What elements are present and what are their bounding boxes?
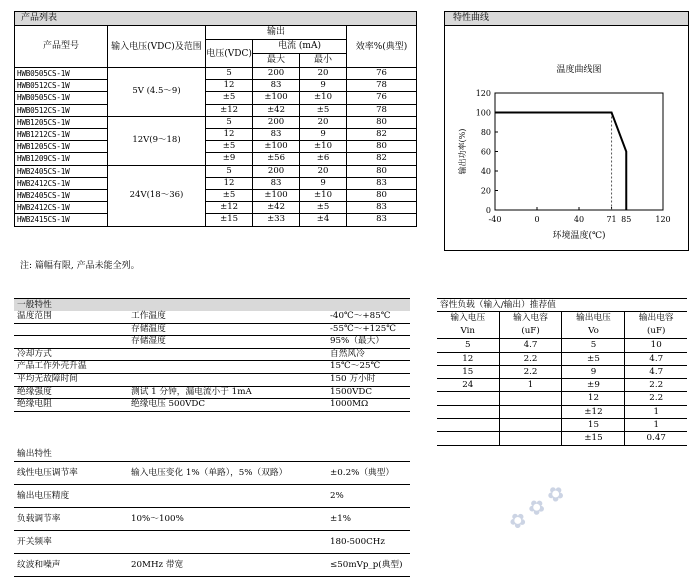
rec-row (437, 379, 687, 392)
rec-header-line2: (uF) (521, 326, 540, 337)
rec-cell: 0.47 (625, 432, 687, 445)
current-min-cell: 20 (300, 165, 347, 177)
efficiency-cell: 82 (347, 153, 417, 165)
efficiency-cell: 80 (347, 116, 417, 128)
model-cell: HWB0512CS-1W (15, 104, 108, 116)
efficiency-cell: 80 (347, 190, 417, 202)
x-axis-label: 环境温度(℃) (552, 231, 606, 241)
model-cell: HWB1205CS-1W (15, 116, 108, 128)
input-range-cell: 5V (4.5～9) (107, 68, 205, 117)
general-c0-cell: 绝缘电阻 (17, 399, 52, 410)
table-row (15, 104, 417, 116)
output-c1-cell: 20MHz 带宽 (131, 560, 184, 570)
output-c2-cell: ≤50mVp_p(典型) (330, 560, 403, 570)
general-row (14, 336, 410, 349)
general-c2-cell: 15℃～25℃ (330, 361, 381, 372)
general-c0-cell: 绝缘强度 (17, 386, 52, 397)
table-row (15, 165, 417, 177)
table-row (15, 68, 417, 80)
output-row (14, 462, 410, 485)
current-min-cell: ±10 (300, 141, 347, 153)
rec-cell (437, 419, 499, 432)
output-specs (14, 447, 410, 577)
current-min-cell: ±6 (300, 153, 347, 165)
general-c2-cell: 自然风冷 (330, 348, 365, 359)
current-max-cell: ±100 (253, 190, 300, 202)
rec-row (437, 352, 687, 365)
rec-cell: ±12 (562, 405, 625, 418)
rec-cell: 4.7 (625, 365, 687, 378)
current-min-cell: ±10 (300, 92, 347, 104)
current-min-cell: ±10 (300, 190, 347, 202)
input-range-cell: 24V(18～36) (107, 165, 205, 226)
x-tick-label: 71 (606, 215, 617, 224)
output-c0-cell: 开关频率 (17, 537, 52, 547)
rec-row (437, 339, 687, 352)
model-cell: HWB2405CS-1W (15, 190, 108, 202)
voltage-cell: ±12 (206, 104, 253, 116)
rec-cell: 15 (562, 419, 625, 432)
voltage-cell: ±15 (206, 214, 253, 226)
efficiency-cell: 80 (347, 165, 417, 177)
output-c0-cell: 输出电压精度 (17, 491, 70, 501)
general-c1-cell: 测试 1 分钟，漏电流小于 1mA (131, 386, 252, 397)
voltage-cell: ±5 (206, 92, 253, 104)
rec-row (437, 405, 687, 418)
derating-curve (495, 113, 626, 211)
model-cell: HWB1212CS-1W (15, 129, 108, 141)
rec-header-line2: Vo (588, 326, 599, 337)
rec-cell: 4.7 (625, 352, 687, 365)
y-axis-label: 输出功率(%) (458, 128, 467, 175)
rec-header-cell (625, 312, 687, 339)
col-voltage-header: 电压(VDC) (206, 40, 253, 68)
rec-caption-row (437, 299, 687, 312)
table-row (15, 153, 417, 165)
col-min-header: 最小 (300, 54, 347, 68)
y-tick-label: 80 (480, 128, 491, 137)
general-c1-cell: 存储湿度 (131, 336, 166, 347)
rec-cell: 24 (437, 379, 499, 392)
current-max-cell: ±100 (253, 141, 300, 153)
general-c2-cell: 150 万小时 (330, 373, 376, 384)
y-tick-label: 60 (480, 147, 491, 157)
y-tick-label: 40 (480, 167, 491, 176)
table-row (15, 116, 417, 128)
rec-header-line1: 输入电容 (513, 313, 548, 324)
efficiency-cell: 78 (347, 80, 417, 92)
output-row (14, 531, 410, 554)
plot-frame (495, 93, 663, 210)
model-cell: HWB0505CS-1W (15, 68, 108, 80)
x-tick-label: 120 (655, 215, 671, 224)
general-row (14, 374, 410, 387)
rec-cell: 1 (499, 379, 562, 392)
current-min-cell: 9 (300, 80, 347, 92)
general-c2-cell: 95%（最大） (330, 336, 385, 347)
output-row (14, 554, 410, 577)
current-max-cell: 200 (253, 165, 300, 177)
output-c2-cell: 2% (330, 491, 344, 501)
general-c1-cell: 绝缘电压 500VDC (131, 399, 205, 410)
rec-cell: ±5 (562, 352, 625, 365)
rec-cell: 5 (437, 339, 499, 352)
current-max-cell: ±56 (253, 153, 300, 165)
rec-cell (437, 432, 499, 445)
output-c1-cell: 输入电压变化 1%（单路），5%（双路） (131, 468, 288, 478)
rec-cell (437, 405, 499, 418)
y-tick-label: 20 (480, 186, 491, 196)
rec-row (437, 419, 687, 432)
header-row-1 (15, 26, 417, 40)
model-cell: HWB2412CS-1W (15, 177, 108, 189)
temperature-derating-chart (445, 26, 688, 250)
output-caption: 输出特性 (17, 449, 52, 459)
col-output-header: 输出 (206, 26, 347, 40)
y-tick-label: 100 (475, 108, 491, 118)
general-row (14, 324, 410, 337)
current-min-cell: 9 (300, 177, 347, 189)
input-range-cell: 12V(9～18) (107, 116, 205, 165)
general-c1-cell: 存储温度 (131, 323, 166, 334)
output-c2-cell: ±0.2%（典型） (330, 468, 395, 478)
output-row (14, 485, 410, 508)
general-c0-cell: 冷却方式 (17, 348, 52, 359)
rec-cell (437, 392, 499, 405)
curve-caption: 特性曲线 (445, 12, 688, 26)
current-max-cell: 83 (253, 177, 300, 189)
current-min-cell: ±4 (300, 214, 347, 226)
rec-cell (499, 405, 562, 418)
x-tick-label: 85 (621, 215, 632, 224)
rec-header-line2: (uF) (647, 326, 666, 337)
rec-header-cell (562, 312, 625, 339)
model-cell: HWB1209CS-1W (15, 153, 108, 165)
output-c2-cell: 180-500CHz (330, 537, 385, 547)
table-row (15, 202, 417, 214)
general-c1-cell: 工作温度 (131, 311, 166, 321)
model-cell: HWB2412CS-1W (15, 202, 108, 214)
voltage-cell: ±5 (206, 141, 253, 153)
model-cell: HWB0505CS-1W (15, 92, 108, 104)
rec-header-line1: 输入电压 (450, 313, 486, 324)
general-c0-cell: 产品工作外壳升温 (17, 361, 87, 372)
model-cell: HWB2415CS-1W (15, 214, 108, 226)
current-max-cell: 200 (253, 68, 300, 80)
rec-header-cell (499, 312, 562, 339)
product-table (14, 11, 417, 227)
rec-cell: 12 (562, 392, 625, 405)
voltage-cell: 12 (206, 177, 253, 189)
current-min-cell: ±5 (300, 202, 347, 214)
rec-header-line2: Vin (460, 326, 476, 337)
rec-cell (499, 432, 562, 445)
rec-cell: 2.2 (625, 392, 687, 405)
current-max-cell: 200 (253, 116, 300, 128)
rec-header-cell (437, 312, 499, 339)
general-c2-cell: -55℃～+125℃ (330, 323, 396, 334)
voltage-cell: 12 (206, 80, 253, 92)
rec-cell: 5 (562, 339, 625, 352)
rec-row (437, 392, 687, 405)
voltage-cell: ±9 (206, 153, 253, 165)
current-max-cell: ±33 (253, 214, 300, 226)
current-max-cell: ±100 (253, 92, 300, 104)
current-max-cell: ±42 (253, 202, 300, 214)
general-c0-cell: 温度范围 (17, 311, 52, 321)
output-c0-cell: 线性电压调节率 (17, 468, 78, 478)
rec-cell: 4.7 (499, 339, 562, 352)
chart-title: 温度曲线图 (556, 65, 602, 75)
table-row (15, 214, 417, 226)
current-min-cell: 20 (300, 116, 347, 128)
col-eff-header: 效率%(典型) (347, 26, 417, 68)
table-row (15, 92, 417, 104)
col-model-header: 产品型号 (15, 26, 108, 68)
efficiency-cell: 82 (347, 129, 417, 141)
voltage-cell: ±5 (206, 190, 253, 202)
output-c0-cell: 纹波和噪声 (17, 560, 61, 570)
output-c1-cell: 10%～100% (131, 514, 184, 524)
current-min-cell: 9 (300, 129, 347, 141)
general-caption: 一般特性 (14, 298, 410, 311)
efficiency-cell: 83 (347, 177, 417, 189)
current-max-cell: 83 (253, 80, 300, 92)
model-cell: HWB1205CS-1W (15, 141, 108, 153)
voltage-cell: 5 (206, 116, 253, 128)
efficiency-cell: 83 (347, 202, 417, 214)
rec-header-line1: 输出电压 (576, 313, 611, 324)
rec-row (437, 365, 687, 378)
general-row (14, 349, 410, 362)
voltage-cell: ±12 (206, 202, 253, 214)
rec-cell: ±15 (562, 432, 625, 445)
general-c0-cell: 平均无故障时间 (17, 373, 78, 384)
rec-caption: 容性负载（输入/输出）推荐值 (437, 299, 687, 312)
rec-cell: 1 (625, 419, 687, 432)
rec-row (437, 432, 687, 445)
general-c2-cell: 1500VDC (330, 386, 372, 397)
current-max-cell: 83 (253, 129, 300, 141)
current-min-cell: 20 (300, 68, 347, 80)
general-row (14, 387, 410, 400)
y-tick-label: 120 (475, 89, 491, 98)
general-c2-cell: -40℃～+85℃ (330, 311, 391, 321)
rec-cell: 2.2 (499, 365, 562, 378)
x-tick-label: -40 (488, 215, 502, 224)
x-tick-label: 0 (534, 215, 540, 224)
efficiency-cell: 76 (347, 68, 417, 80)
general-c2-cell: 1000MΩ (330, 399, 369, 410)
col-max-header: 最大 (253, 54, 300, 68)
efficiency-cell: 80 (347, 141, 417, 153)
footnote: 注: 篇幅有限, 产品未能全列。 (20, 261, 140, 271)
characteristic-curve-panel (444, 11, 689, 251)
rec-cell (499, 392, 562, 405)
table-row (15, 129, 417, 141)
y-tick-label: 0 (485, 206, 491, 215)
efficiency-cell: 76 (347, 92, 417, 104)
general-row (14, 399, 410, 412)
voltage-cell: 5 (206, 68, 253, 80)
x-tick-label: 40 (573, 215, 585, 224)
table-row (15, 80, 417, 92)
col-input-header: 输入电压(VDC)及范围 (107, 26, 205, 68)
capacitive-load-table (437, 298, 687, 446)
rec-cell: ±9 (562, 379, 625, 392)
col-current-header: 电流 (mA) (253, 40, 347, 54)
rec-cell: 15 (437, 365, 499, 378)
rec-cell: 1 (625, 405, 687, 418)
general-row (14, 361, 410, 374)
table-row (15, 190, 417, 202)
table-row (15, 177, 417, 189)
efficiency-cell: 78 (347, 104, 417, 116)
rec-cell: 2.2 (625, 379, 687, 392)
table-row (15, 141, 417, 153)
rec-cell: 10 (625, 339, 687, 352)
voltage-cell: 12 (206, 129, 253, 141)
output-c2-cell: ±1% (330, 514, 352, 524)
rec-cell: 2.2 (499, 352, 562, 365)
current-max-cell: ±42 (253, 104, 300, 116)
rec-cell: 12 (437, 352, 499, 365)
product-table-title: 产品列表 (15, 12, 417, 26)
output-row (14, 508, 410, 531)
current-min-cell: ±5 (300, 104, 347, 116)
output-c0-cell: 负载调节率 (17, 514, 61, 524)
model-cell: HWB0512CS-1W (15, 80, 108, 92)
watermark: ✿ ✿ ✿ (503, 479, 570, 535)
rec-header-line1: 输出电容 (638, 313, 674, 324)
efficiency-cell: 83 (347, 214, 417, 226)
rec-header-row (437, 312, 687, 339)
voltage-cell: 5 (206, 165, 253, 177)
output-caption-row (14, 447, 410, 462)
rec-cell: 9 (562, 365, 625, 378)
rec-cell (499, 419, 562, 432)
general-specs (14, 298, 410, 412)
general-row (14, 311, 410, 324)
title-row (15, 12, 417, 26)
model-cell: HWB2405CS-1W (15, 165, 108, 177)
